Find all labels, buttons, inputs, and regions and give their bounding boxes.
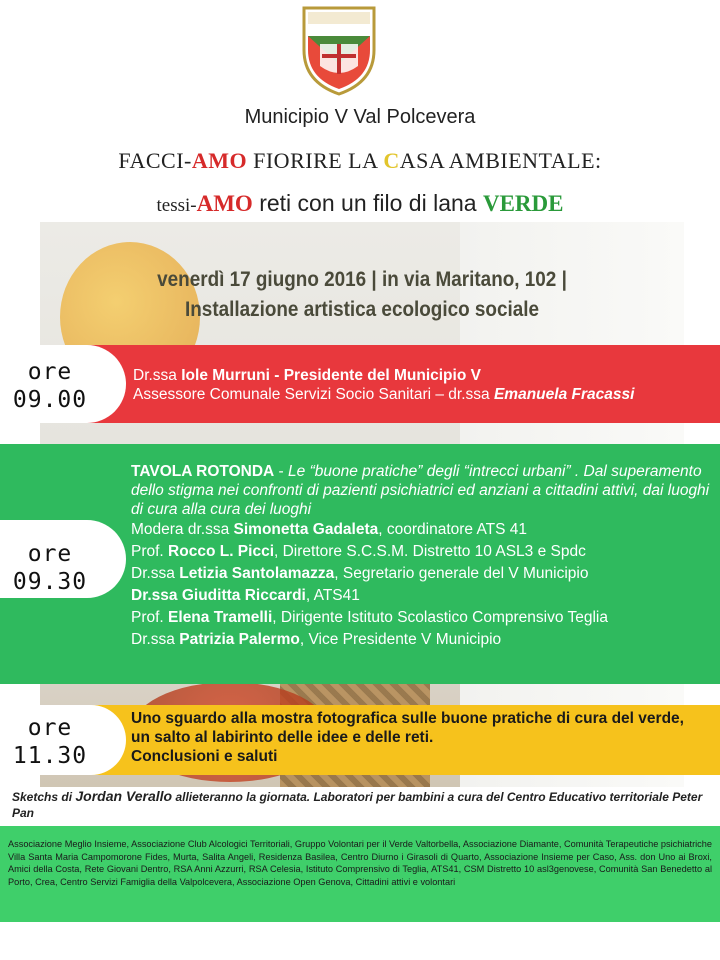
municipio-crest-icon: [300, 4, 378, 96]
session-time: ore 09.00: [12, 359, 88, 413]
speaker-line: Dr.ssa Giuditta Riccardi, ATS41: [131, 587, 360, 604]
speaker-line: Dr.ssa Patrizia Palermo, Vice Presidente V Municipio: [131, 631, 502, 648]
speaker-line: Modera dr.ssa Simonetta Gadaleta, coordinatore ATS 41: [131, 521, 528, 538]
sketch-note: Sketchs di Jordan Verallo allieteranno la giornata. Laboratori per bambini a cura del Centro Educativo territoriale Peter Pan: [12, 788, 703, 820]
event-subtitle: Installazione artistica ecologico sociale: [185, 298, 539, 321]
session-time: ore 11.30: [12, 715, 88, 769]
session2-text: TAVOLA ROTONDA - Le “buone pratiche” degli “intrecci urbani” . Dal superamento dello stigma nei confronti di pazienti psichiatrici ed anziani a cittadini attivi, dai luoghi di cura alla cura dei luoghi Modera dr.ssa Simonetta Gadaleta, coordinatore ATS 41 Prof. Rocco L. Picci, Direttore S.C.S.M. Distretto 10 ASL3 e Spdc Dr.ssa Letizia Santolamazza, Segretario generale del V Municipio Dr.ssa Giuditta Riccardi, ATS41 Prof. Elena Tramelli, Dirigente Istituto Scolastico Comprensivo Teglia Dr.ssa Patrizia Palermo, Vice Presidente V Municipio: [131, 462, 716, 651]
session3-text: Uno sguardo alla mostra fotografica sulle buone pratiche di cura del verde, un salto al labirinto delle idee e delle reti. Conclusioni e saluti: [131, 710, 684, 765]
session1-text: Dr.ssa Iole Murruni - Presidente del Municipio V Assessore Comunale Servizi Socio Sanitari – dr.ssa Emanuela Fracassi: [133, 367, 635, 403]
event-title-line2: tessi-AMO reti con un filo di lana VERDE: [156, 190, 564, 216]
speaker-line: Dr.ssa Letizia Santolamazza, Segretario generale del V Municipio: [131, 565, 589, 582]
event-title-line1: FACCI-AMO FIORIRE LA CASA AMBIENTALE:: [118, 148, 602, 173]
speaker-line: Prof. Rocco L. Picci, Direttore S.C.S.M. Distretto 10 ASL3 e Spdc: [131, 543, 586, 560]
speaker-line: Prof. Elena Tramelli, Dirigente Istituto Scolastico Comprensivo Teglia: [131, 609, 608, 626]
associations-list: Associazione Meglio Insieme, Associazione Club Alcologici Territoriali, Gruppo Volontari per il Verde Valtorbella, Associazione Diamante, Comunità Terapeutiche psichiatriche Villa Santa Maria Campomorone Fides, Murta, Salita Angeli, Residenza Basilea, Centro Diurno i Girasoli di Quarto, Associazione Insieme per Caso, Ass. don Uno ai Broxi, Amici della Costa, Rete Giovani Dentro, RSA Anni Azzurri, RSA Celesia, Istituto Comprensivo di Teglia, ATS41, CSM Distretto 10 asl3genovese, Comunità San Benedetto al Porto, Crea, Centro Servizi Famiglia della Valpolcevera, Associazione Open Genova, Cittadini attivi e volontari: [8, 839, 712, 887]
session-time: ore 09.30: [12, 541, 88, 595]
municipio-name: Municipio V Val Polcevera: [244, 106, 476, 128]
event-date-location: venerdì 17 giugno 2016 | in via Maritano, 102 |: [157, 268, 567, 291]
